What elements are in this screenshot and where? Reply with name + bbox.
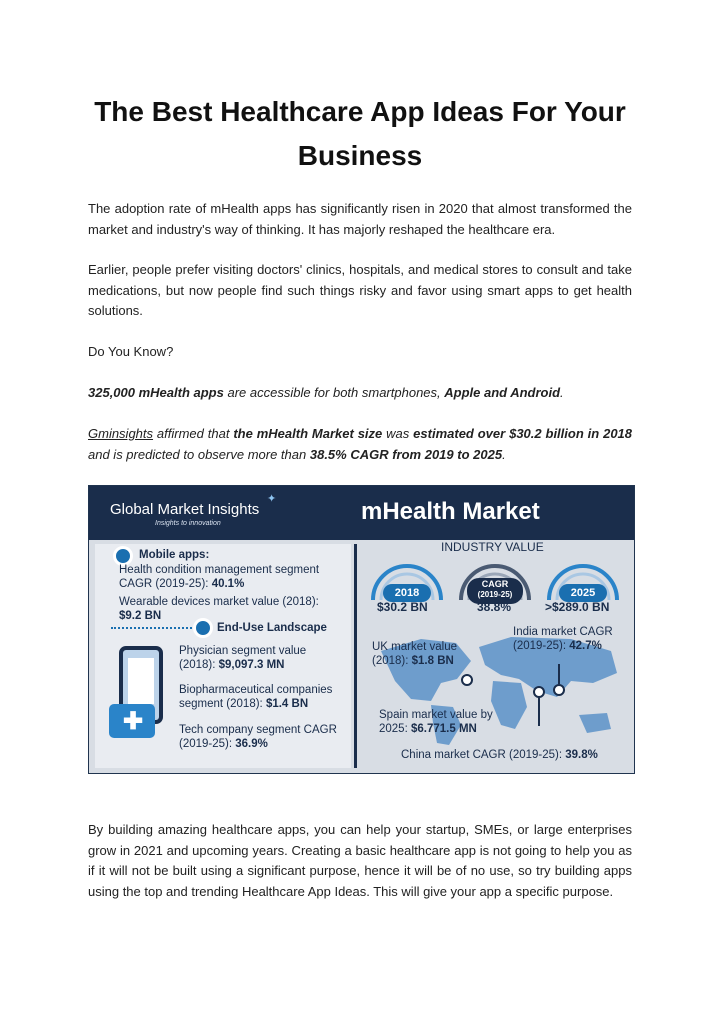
do-you-know: Do You Know? bbox=[88, 344, 174, 359]
wearable-value: $9.2 BN bbox=[119, 610, 162, 622]
gauge-cagr-value: 38.8% bbox=[477, 600, 512, 614]
biopharma-label: Biopharmaceutical companies bbox=[179, 684, 333, 696]
tech-label: Tech company segment CAGR bbox=[179, 724, 337, 736]
gauge-cagr: CAGR (2019-25) bbox=[457, 558, 533, 608]
gauge-2025-value: >$289.0 BN bbox=[545, 600, 610, 614]
industry-value-heading: INDUSTRY VALUE bbox=[441, 540, 544, 554]
apps-stat-paragraph: 325,000 mHealth apps are accessible for both smartphones, Apple and Android. bbox=[88, 385, 564, 400]
apps-count: 325,000 mHealth apps bbox=[88, 385, 224, 400]
platforms: Apple and Android bbox=[444, 385, 561, 400]
health-condition-cagr: CAGR (2019-25): 40.1% bbox=[119, 578, 245, 590]
biopharma-value: segment (2018): $1.4 BN bbox=[179, 698, 309, 710]
china-value: China market CAGR (2019-25): 39.8% bbox=[401, 749, 598, 761]
map-pin-icon bbox=[553, 684, 565, 696]
gauge-2018-value: $30.2 BN bbox=[377, 600, 428, 614]
spain-value: 2025: $6.771.5 MN bbox=[379, 723, 477, 735]
mobile-apps-heading: Mobile apps: bbox=[139, 549, 210, 561]
infographic-title: mHealth Market bbox=[361, 498, 540, 525]
tech-value: (2019-25): 36.9% bbox=[179, 738, 268, 750]
uk-value: (2018): $1.8 BN bbox=[372, 655, 454, 667]
physician-value: (2018): $9,097.3 MN bbox=[179, 659, 285, 671]
sparkle-icon: ✦ bbox=[267, 493, 277, 505]
end-use-dot-icon bbox=[193, 618, 213, 638]
gmi-logo: Global Market Insights bbox=[110, 501, 260, 518]
gauge-2025: 2025 bbox=[545, 558, 621, 608]
earlier-paragraph: Earlier, people prefer visiting doctors' clinics, hospitals, and medical stores to consult and take medications, but now people find such things risky and favor using smart apps to get health solutions. bbox=[88, 262, 632, 318]
uk-label: UK market value bbox=[372, 641, 458, 653]
gminsights-link[interactable]: Gminsights bbox=[88, 426, 154, 441]
medical-cross-icon: ✚ bbox=[109, 704, 155, 738]
market-stat-paragraph: Gminsights affirmed that the mHealth Market size was estimated over $30.2 billion in 2018 and is predicted to observe more than 38.5% CAGR from 2019 to 2025. bbox=[88, 426, 633, 462]
intro-paragraph: The adoption rate of mHealth apps has significantly risen in 2020 that almost transformed the market and industry's way of thinking. It has majorly reshaped the healthcare era. bbox=[88, 201, 632, 237]
map-pin-icon bbox=[461, 674, 473, 686]
closing-paragraph: By building amazing healthcare apps, you can help your startup, SMEs, or large enterprises grow in 2021 and upcoming years. Creating a basic healthcare app is not going to help you as if it will not be built using a significant purpose, hence it will be of no use, so try building apps using the top and trending Healthcare App Ideas. This will give your app a specific purpose. bbox=[88, 822, 632, 899]
physician-label: Physician segment value bbox=[179, 645, 307, 657]
end-use-heading: End-Use Landscape bbox=[217, 622, 327, 634]
mhealth-infographic bbox=[88, 485, 635, 774]
health-condition-label: Health condition management segment bbox=[119, 564, 320, 576]
gauge-2018: 2018 bbox=[369, 558, 445, 608]
spain-label: Spain market value by bbox=[379, 709, 493, 721]
infographic-header bbox=[89, 486, 635, 540]
india-label: India market CAGR bbox=[513, 626, 613, 638]
india-value: (2019-25): 42.7% bbox=[513, 640, 602, 652]
divider bbox=[354, 544, 357, 768]
wearable-label: Wearable devices market value (2018): bbox=[119, 596, 319, 608]
page-title: The Best Healthcare App Ideas For Your Business bbox=[94, 96, 626, 171]
gmi-tagline: Insights to innovation bbox=[155, 520, 221, 527]
